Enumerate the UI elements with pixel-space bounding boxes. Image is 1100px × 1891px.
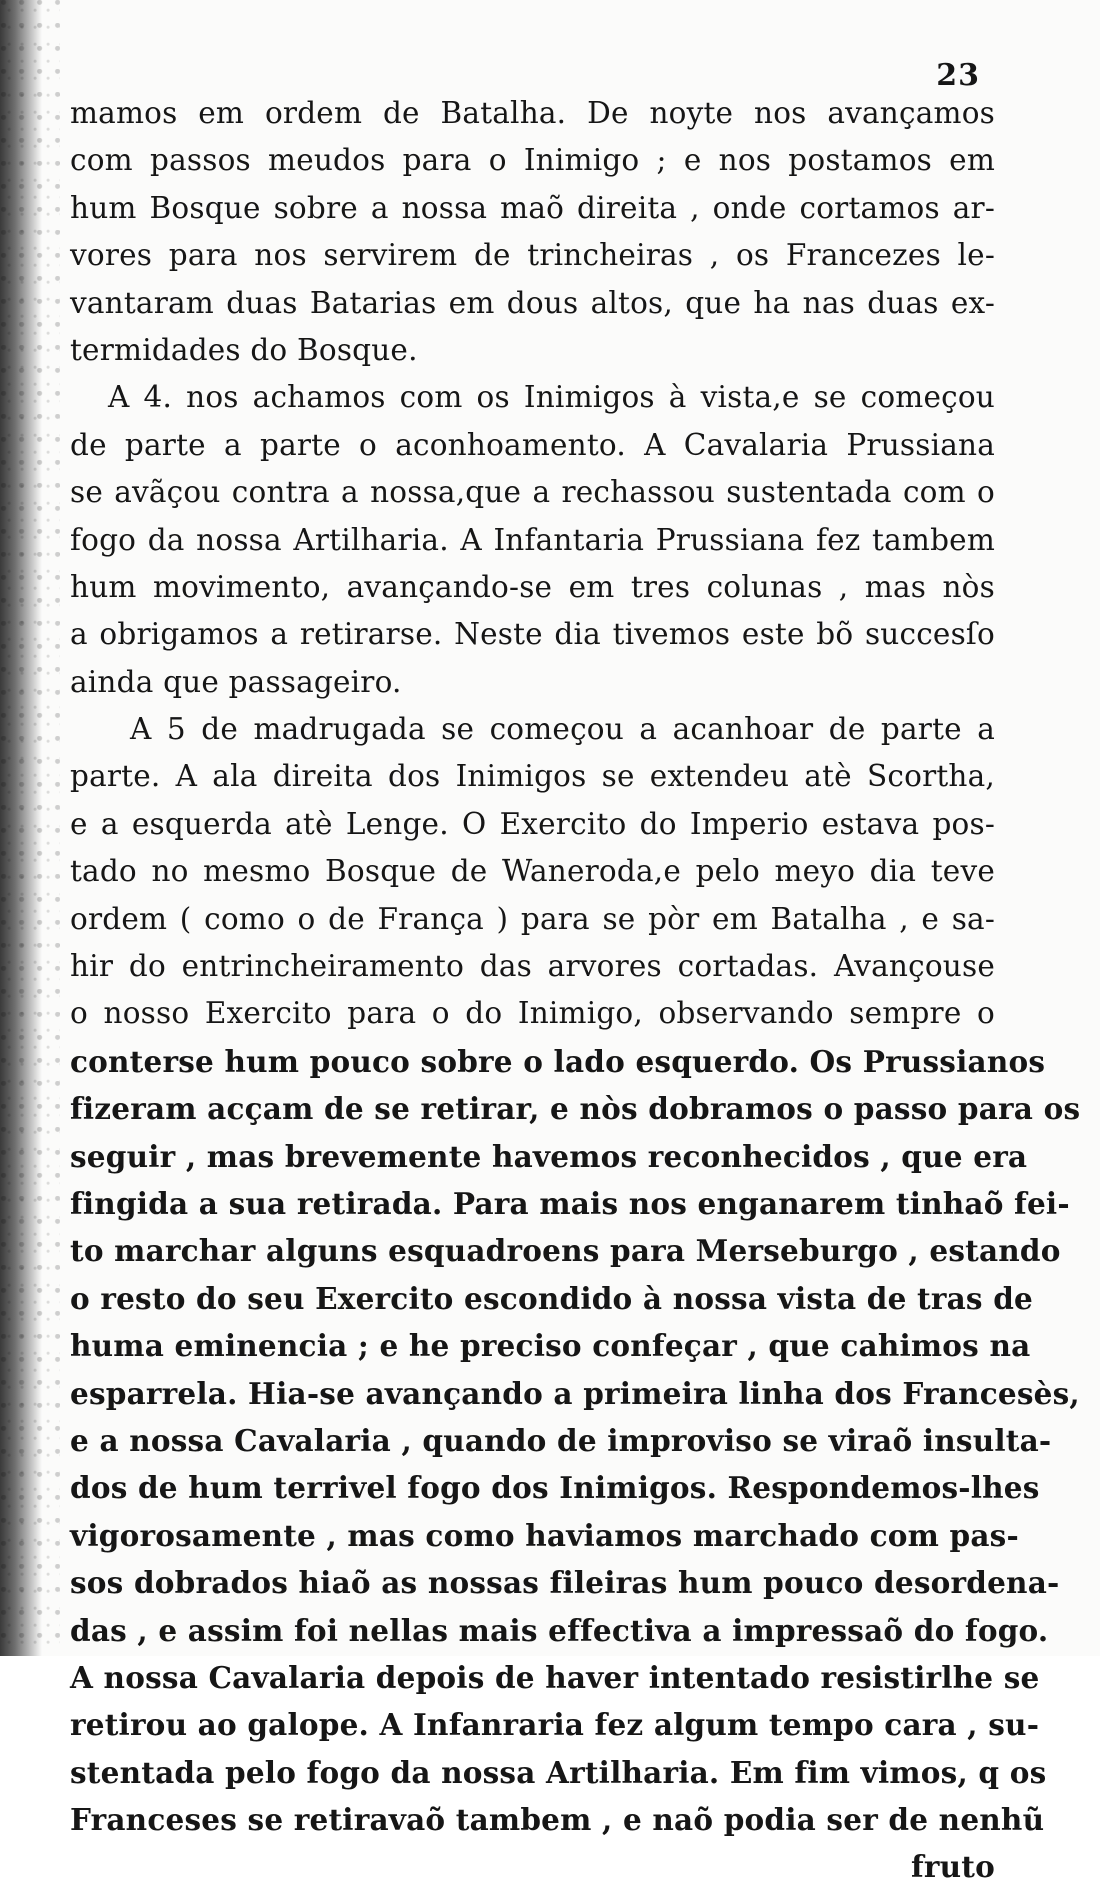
paragraph-start-line: A 5 de madrugada se começou a acanhoar de parte a — [130, 712, 995, 747]
text-line: o nosso Exercito para o do Inimigo, observando sempre o — [70, 996, 995, 1031]
catchword: fruto — [911, 1849, 995, 1885]
text-line: e a nossa Cavalaria , quando de improviso se viraõ insulta- — [70, 1422, 1052, 1458]
text-line: o resto do seu Exercito escondido à nossa vista de tras de — [70, 1280, 1034, 1316]
page-number: 23 — [936, 58, 980, 93]
text-line: stentada pelo fogo da nossa Artilharia. Em fim vimos, q os — [70, 1754, 1047, 1790]
text-line: hum Bosque sobre a nossa maõ direita , onde cortamos ar- — [70, 190, 995, 225]
text-line: das , e assim foi nellas mais effectiva a impressaõ do fogo. — [70, 1612, 1049, 1648]
text-line: vores para nos servirem de trincheiras , os Francezes le- — [70, 238, 995, 273]
text-line: parte. A ala direita dos Inimigos se extendeu atè Scortha, — [70, 759, 995, 794]
text-line: fizeram acçam de se retirar, e nòs dobramos o passo para os — [70, 1091, 1081, 1127]
text-line: com passos meudos para o Inimigo ; e nos postamos em — [70, 143, 995, 178]
text-line: A nossa Cavalaria depois de haver intentado resistirlhe se — [70, 1659, 1040, 1695]
text-line: huma eminencia ; e he preciso confeçar , que cahimos na — [70, 1328, 1031, 1364]
text-line: tado no mesmo Bosque de Waneroda,e pelo meyo dia teve — [70, 854, 995, 889]
text-line: e a esquerda atè Lenge. O Exercito do Imperio estava pos- — [70, 806, 995, 841]
scan-noise — [0, 0, 60, 1656]
text-line: vigorosamente , mas como haviamos marchado com pas- — [70, 1517, 1019, 1553]
text-line: Franceses se retiravaõ tambem , e naõ podia ser de nenhũ — [70, 1802, 1045, 1838]
text-line: sos dobrados hiaõ as nossas fileiras hum pouco desordena- — [70, 1565, 1060, 1601]
body-text — [70, 90, 1081, 1891]
text-line: seguir , mas brevemente havemos reconhecidos , que era — [70, 1138, 1028, 1174]
text-line: ainda que passageiro. — [70, 664, 402, 699]
text-line: esparrela. Hia-se avançando a primeira linha dos Francesès, — [70, 1375, 1080, 1411]
text-line: fogo da nossa Artilharia. A Infantaria Prussiana fez tambem — [70, 522, 995, 557]
text-line: vantaram duas Batarias em dous altos, que ha nas duas ex- — [70, 285, 995, 320]
paragraph-start-line: A 4. nos achamos com os Inimigos à vista,e se começou — [108, 380, 995, 415]
text-line: termidades do Bosque. — [70, 332, 418, 367]
text-line: fingida a sua retirada. Para mais nos enganarem tinhaõ fei- — [70, 1185, 1070, 1221]
text-line: se avãçou contra a nossa,que a rechassou sustentada com o — [70, 475, 995, 510]
text-line: retirou ao galope. A Infanraria fez algum tempo cara , su- — [70, 1707, 1040, 1743]
text-line: ordem ( como o de França ) para se pòr em Batalha , e sa- — [70, 901, 995, 936]
text-line: dos de hum terrivel fogo dos Inimigos. Respondemos-lhes — [70, 1470, 1040, 1506]
text-line: hir do entrincheiramento das arvores cortadas. Avançouse — [70, 949, 995, 984]
text-line: conterse hum pouco sobre o lado esquerdo. Os Prussianos — [70, 1043, 1046, 1079]
text-line: to marchar alguns esquadroens para Merseburgo , estando — [70, 1233, 1061, 1269]
text-line: mamos em ordem de Batalha. De noyte nos avançamos — [70, 96, 995, 130]
text-line: hum movimento, avançando-se em tres colunas , mas nòs — [70, 569, 995, 604]
text-line: de parte a parte o aconhoamento. A Cavalaria Prussiana — [70, 427, 995, 462]
text-line: a obrigamos a retirarse. Neste dia tivemos este bõ succesſo — [70, 617, 995, 652]
